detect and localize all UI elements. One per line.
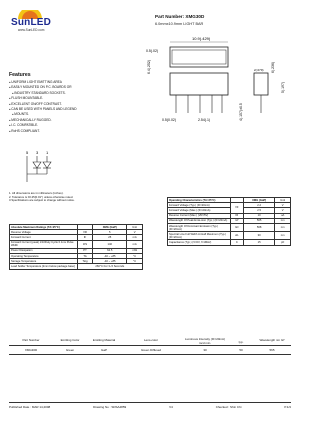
end-view-body <box>254 73 268 95</box>
top-view-window <box>172 50 226 64</box>
feature-item: ● INDUSTRY STANDARD SOCKETS. <box>9 91 77 96</box>
circuit-diagram <box>20 150 60 186</box>
cell: Power Dissipation <box>10 248 78 253</box>
version: V4 <box>169 405 173 409</box>
note-line: 3.Specifications are subject to change without notice. <box>9 198 75 203</box>
table-header: Wavelength nm λP <box>259 338 285 343</box>
package-drawing <box>142 35 292 145</box>
dim-depth: 6(.236) <box>271 61 275 73</box>
table-header: Lens-color <box>143 338 158 343</box>
cell: 5 <box>93 230 127 235</box>
cell: V <box>275 203 291 208</box>
note-line: 1. All dimensions are in millimeters (inches). <box>9 191 64 195</box>
abs-max-table <box>9 224 143 270</box>
dim-height: 6.4(.252) <box>147 59 151 74</box>
cell: 62.5 <box>93 248 127 253</box>
cell: 140 <box>93 240 127 248</box>
drawing-number: Drawing No : SDSA4859 <box>93 405 127 409</box>
note-line: 2. Tolerance is ±0.25(0.01") unless otherwise noted. <box>9 194 74 199</box>
cell: Wavelength Of Peak Emis-sion (Typ.) (IF=20mA) <box>168 218 231 223</box>
table-header: Absolute Maximum Ratings (TA=25°C) <box>10 225 78 230</box>
dim-end-height: 5(.197) <box>281 81 285 93</box>
cell: mA <box>127 235 143 240</box>
table-header: Luminous Intensity (IF=20mA) mcd min. <box>184 336 226 345</box>
side-view-body <box>170 73 228 95</box>
cell: Spectral Line Full Width At Half Maximum (Typ.) (IF=20mA) <box>168 232 231 240</box>
cell: 10 <box>244 213 275 218</box>
part-description: 6.0mmx10.9mm LIGHT BAR <box>155 22 204 26</box>
cell: VF <box>230 203 243 213</box>
footer-divider <box>9 402 291 403</box>
dim-pin-length: 4(.157)±0.5 <box>239 103 243 121</box>
feature-item: ● EXCELLENT ON/OFF CONTRAST. <box>9 102 77 107</box>
cell: XMG30D <box>24 347 38 352</box>
table-row <box>10 240 143 248</box>
dim-end-width: 2(.079) <box>254 68 264 72</box>
cell: Storage Temperature <box>10 259 78 264</box>
table-row <box>168 232 291 240</box>
cell: Forward Voltage (Max.) (IF=20mA) <box>168 208 231 213</box>
cell: Forward Current (peak) 1/10Duty Cycle 0.1ms Pulse Width <box>10 240 78 248</box>
cell: C <box>230 240 243 245</box>
table-header: Operating Characteristics (TA=25°C) <box>168 198 231 203</box>
feature-item: ● CAN BE USED WITH PANELS AND LEGEND <box>9 107 77 112</box>
table-header-row <box>9 336 291 345</box>
cell: 565 <box>269 347 275 352</box>
cell: nm <box>275 218 291 223</box>
table-header: Unit <box>127 225 143 230</box>
feature-item: ● EASILY MOUNTED ON P.C. BOARDS OR <box>9 85 77 90</box>
cell: -40 ~ +85 <box>93 259 127 264</box>
cell: VR <box>77 230 93 235</box>
table-header: Part Number <box>22 338 40 343</box>
cell: Reverse Current (Max.) (VR=5V) <box>168 213 231 218</box>
feature-item: ● RoHS COMPLIANT. <box>9 129 77 134</box>
published-date: Published Date : MAR 14,2008 <box>9 405 51 409</box>
cell: 50 <box>239 347 243 352</box>
pin-label: 5 <box>26 150 29 155</box>
dim-pin-dia: 0.5(0.02) <box>162 118 177 122</box>
cell: Green Diffused <box>140 347 162 352</box>
feature-item: ● UNIFORM LIGHT EMITTING AREA <box>9 80 77 85</box>
table-header: Emitting Color <box>60 338 80 343</box>
table-header: typ. <box>238 340 244 345</box>
cell: Δλ <box>230 232 243 240</box>
dim-width: 10.9(.429) <box>192 36 211 41</box>
footer <box>9 405 291 409</box>
cell: 2.5 <box>244 208 275 213</box>
table-header: Unit <box>275 198 291 203</box>
operating-table <box>167 197 291 246</box>
cell: λD <box>230 223 243 231</box>
brand-name: SunLED <box>11 17 52 28</box>
cell: mA <box>127 240 143 248</box>
cell: Reverse Voltage <box>10 230 78 235</box>
cell: TA <box>77 253 93 258</box>
table-row <box>9 345 291 354</box>
pins <box>176 95 222 113</box>
part-number: XMG30D <box>185 14 205 19</box>
cell: 25 <box>93 235 127 240</box>
features-list <box>9 80 77 134</box>
table-header: Emitting Material <box>92 338 116 343</box>
cell: uA <box>275 213 291 218</box>
feature-item: ● MOUNTS. <box>9 112 77 117</box>
cell: V <box>275 208 291 213</box>
cell: 568 <box>244 223 275 231</box>
part-number-label: Part Number: <box>155 14 185 19</box>
pin-label: 1 <box>46 150 49 155</box>
cell: Forward Current <box>10 235 78 240</box>
cell: nm <box>275 232 291 240</box>
page-number: P.1/4 <box>284 405 291 409</box>
cell: nm <box>275 223 291 231</box>
dim-pitch: 2.54(.1) <box>198 118 211 122</box>
checked-by: Checked : Shin Chi <box>215 405 242 409</box>
cell: Forward Voltage (Typ.) (IF=20mA) <box>168 203 231 208</box>
cell: 30 <box>203 347 207 352</box>
cell: 30 <box>244 232 275 240</box>
feature-item: ● I.C. COMPATIBLE. <box>9 123 77 128</box>
part-number-line <box>155 14 204 19</box>
table-header: XMG (GaP) <box>244 198 275 203</box>
cell: GaP <box>100 347 107 352</box>
cell: V <box>127 230 143 235</box>
cell: PT <box>77 248 93 253</box>
cell: λP <box>230 218 243 223</box>
cell: Lead Solder Temperature [2mm below package base] <box>10 264 78 269</box>
table-row <box>168 223 291 231</box>
notes <box>9 192 144 203</box>
cell: 565 <box>244 218 275 223</box>
cell: IR <box>230 213 243 218</box>
brand-url: www.SunLED.com <box>18 28 45 32</box>
cell: Capacitance (Typ.) (V=0V, f=1MHz) <box>168 240 231 245</box>
cell: Tstg <box>77 259 93 264</box>
cell: IF <box>77 235 93 240</box>
feature-item: ● FLUSH MOUNTABLE. <box>9 96 77 101</box>
parts-table <box>9 336 291 355</box>
pin-label: 3 <box>36 150 39 155</box>
cell: pF <box>275 240 291 245</box>
table-header: XMG (GaP) <box>93 225 127 230</box>
cell: °C <box>127 259 143 264</box>
sunled-logo <box>9 10 55 32</box>
cell: °C <box>127 253 143 258</box>
cell: iFS <box>77 240 93 248</box>
cell: 260°C For 3~5 Seconds <box>77 264 142 269</box>
cell: mW <box>127 248 143 253</box>
dim-top-margin: 0.5(.02) <box>146 49 159 53</box>
feature-item: ● MECHANICALLY RUGGED. <box>9 118 77 123</box>
table-row <box>168 240 291 245</box>
table-row <box>10 264 143 269</box>
cell: Operating Temperature <box>10 253 78 258</box>
features-title: Features <box>9 72 31 78</box>
cell: -40 ~ +85 <box>93 253 127 258</box>
cell: Wavelength Of Dominant Emission (Typ.) (IF=20mA) <box>168 223 231 231</box>
cell: Green <box>65 347 75 352</box>
cell: 2.2 <box>244 203 275 208</box>
cell: 15 <box>244 240 275 245</box>
